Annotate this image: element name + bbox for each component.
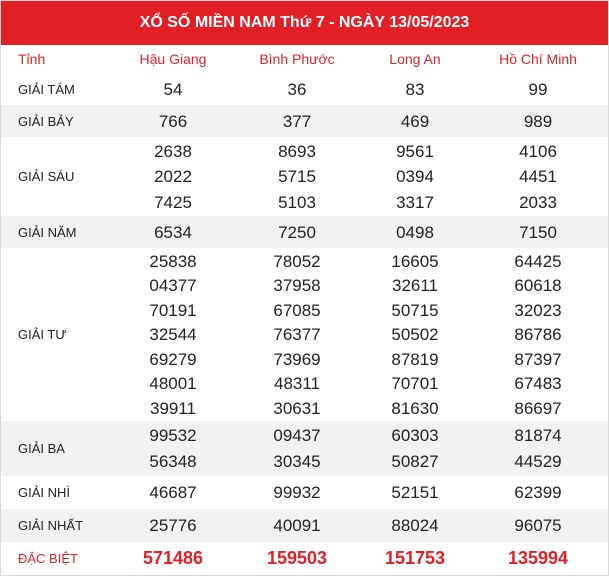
- prize-row-giai-sau: [1, 137, 608, 216]
- province-hau-giang[interactable]: Hậu Giang: [139, 51, 207, 67]
- prize-label: ĐẶC BIỆT: [18, 551, 78, 566]
- prize-number: 56348: [149, 452, 197, 471]
- prize-cell-ho-chi-minh: [480, 476, 596, 509]
- prize-number: 67483: [514, 374, 562, 393]
- prize-number: 2033: [519, 192, 557, 212]
- prize-number: 3317: [396, 192, 434, 212]
- prize-number: 87397: [514, 349, 562, 369]
- prize-number: 39911: [149, 398, 196, 418]
- prize-cell-ho-chi-minh: [480, 105, 596, 137]
- prize-number: 8693: [278, 141, 316, 161]
- prize-number: 60618: [514, 276, 562, 295]
- prize-cell-hau-giang: [115, 216, 231, 248]
- prize-number: 7425: [154, 192, 192, 212]
- prize-label: GIẢI NHẤT: [18, 518, 84, 533]
- prize-cell-ho-chi-minh: [480, 542, 596, 575]
- prize-number: 0498: [396, 222, 434, 242]
- prize-cell-binh-phuoc: [239, 73, 355, 105]
- prize-number: 96075: [514, 516, 562, 535]
- prize-row-giai-nam: [1, 216, 608, 248]
- prize-number: 135994: [507, 548, 569, 568]
- prize-number: 99932: [273, 483, 321, 502]
- province-ho-chi-minh[interactable]: Hồ Chí Minh: [499, 51, 577, 67]
- prize-number: 44529: [514, 452, 562, 471]
- prize-cell-binh-phuoc: [239, 476, 355, 509]
- prize-label: GIẢI BẢY: [18, 113, 74, 129]
- prize-label: GIẢI NHÌ: [18, 485, 71, 500]
- prize-number: 81874: [514, 426, 562, 445]
- prize-row-giai-nhat: [1, 509, 608, 542]
- prize-number: 7150: [519, 222, 557, 242]
- prize-label: GIẢI TÁM: [18, 81, 75, 97]
- prize-number: 37958: [273, 276, 321, 295]
- prize-number: 04377: [149, 276, 197, 295]
- province-column-label: Tỉnh: [18, 51, 46, 67]
- prize-number: 46687: [149, 483, 197, 502]
- prize-number: 6534: [154, 222, 192, 242]
- prize-cell-hau-giang: [115, 73, 231, 105]
- prize-cell-hau-giang: [115, 421, 231, 476]
- prize-number: 0394: [396, 167, 434, 186]
- prize-row-giai-ba: [1, 421, 608, 476]
- prize-cell-binh-phuoc: [239, 542, 355, 575]
- prize-number: 25838: [149, 251, 197, 271]
- prize-number: 571486: [142, 548, 204, 568]
- prize-number: 52151: [391, 483, 439, 502]
- prize-cell-ho-chi-minh: [480, 421, 596, 476]
- prize-number: 30631: [273, 398, 321, 418]
- prize-number: 83: [405, 79, 425, 99]
- prize-row-giai-nhi: [1, 476, 608, 509]
- prize-number: 36: [287, 79, 307, 99]
- prize-cell-hau-giang: [115, 509, 231, 542]
- prize-cell-ho-chi-minh: [480, 248, 596, 421]
- prize-number: 2022: [154, 167, 192, 186]
- prize-number: 50827: [391, 452, 439, 471]
- prize-number: 76377: [273, 325, 321, 344]
- prize-number: 159503: [266, 548, 328, 568]
- prize-number: 86786: [514, 325, 562, 344]
- prize-number: 62399: [514, 483, 562, 502]
- prize-number: 25776: [149, 516, 197, 535]
- prize-cell-ho-chi-minh: [480, 216, 596, 248]
- prize-cell-hau-giang: [115, 105, 231, 137]
- prize-number: 54: [163, 79, 183, 99]
- prize-number: 151753: [384, 548, 446, 568]
- prize-number: 70701: [391, 374, 439, 393]
- prize-cell-hau-giang: [115, 542, 231, 575]
- prize-cell-long-an: [357, 216, 473, 248]
- prize-cell-binh-phuoc: [239, 509, 355, 542]
- prize-number: 40091: [273, 516, 321, 535]
- prize-row-giai-tu: [1, 248, 608, 421]
- prize-number: 67085: [273, 300, 321, 320]
- prize-cell-binh-phuoc: [239, 216, 355, 248]
- prize-cell-binh-phuoc: [239, 137, 355, 216]
- prize-cell-hau-giang: [115, 476, 231, 509]
- prize-number: 16605: [391, 251, 439, 271]
- prize-number: 60303: [391, 426, 439, 445]
- prize-number: 5103: [278, 192, 316, 212]
- prize-number: 69279: [149, 349, 197, 369]
- prize-cell-long-an: [357, 509, 473, 542]
- prize-label: GIẢI TƯ: [18, 327, 67, 342]
- province-binh-phuoc[interactable]: Bình Phước: [259, 51, 335, 67]
- prize-number: 4451: [519, 167, 557, 186]
- prize-number: 48001: [149, 374, 197, 393]
- prize-cell-ho-chi-minh: [480, 137, 596, 216]
- prize-number: 73969: [273, 349, 321, 369]
- prize-cell-long-an: [357, 476, 473, 509]
- prize-label: GIẢI BA: [18, 441, 65, 456]
- prize-number: 50715: [391, 300, 439, 320]
- prize-cell-ho-chi-minh: [480, 509, 596, 542]
- prize-number: 5715: [278, 167, 316, 186]
- prize-label: GIẢI NĂM: [18, 224, 77, 240]
- prize-cell-long-an: [357, 73, 473, 105]
- prize-row-giai-bay: [1, 105, 608, 137]
- page-title-text: XỔ SỐ MIỀN NAM Thứ 7 - NGÀY 13/05/2023: [139, 14, 470, 31]
- prize-cell-long-an: [357, 542, 473, 575]
- prize-cell-binh-phuoc: [239, 248, 355, 421]
- prize-number: 32611: [391, 276, 438, 295]
- prize-cell-long-an: [357, 421, 473, 476]
- prize-number: 87819: [391, 349, 439, 369]
- prize-number: 377: [282, 111, 312, 131]
- prize-cell-ho-chi-minh: [480, 73, 596, 105]
- prize-number: 48311: [273, 374, 320, 393]
- prize-number: 78052: [273, 251, 321, 271]
- prize-cell-binh-phuoc: [239, 105, 355, 137]
- prize-row-giai-tam: [1, 73, 608, 105]
- prize-label: GIẢI SÁU: [18, 169, 75, 184]
- prize-number: 86697: [514, 398, 562, 418]
- prize-number: 99532: [149, 426, 197, 445]
- prize-number: 64425: [514, 251, 562, 271]
- prize-cell-hau-giang: [115, 248, 231, 421]
- prize-number: 4106: [519, 141, 557, 161]
- prize-cell-long-an: [357, 137, 473, 216]
- prize-number: 70191: [149, 300, 197, 320]
- prize-number: 9561: [396, 141, 434, 161]
- prize-cell-long-an: [357, 248, 473, 421]
- prize-number: 88024: [391, 516, 439, 535]
- prize-number: 7250: [278, 222, 316, 242]
- prize-number: 766: [158, 111, 188, 131]
- prize-number: 99: [528, 79, 548, 99]
- province-header-row: [1, 45, 608, 73]
- prize-number: 50502: [391, 325, 439, 344]
- prize-row-dac-biet: [1, 542, 608, 575]
- prize-number: 09437: [273, 426, 321, 445]
- page-title: [1, 1, 608, 45]
- prize-number: 81630: [391, 398, 439, 418]
- prize-number: 2638: [154, 141, 192, 161]
- prize-cell-binh-phuoc: [239, 421, 355, 476]
- prize-number: 469: [400, 111, 430, 131]
- prize-number: 32023: [514, 300, 562, 320]
- prize-cell-hau-giang: [115, 137, 231, 216]
- prize-number: 32544: [149, 325, 197, 344]
- province-long-an[interactable]: Long An: [389, 51, 441, 67]
- prize-cell-long-an: [357, 105, 473, 137]
- prize-number: 989: [523, 111, 553, 131]
- prize-number: 30345: [273, 452, 321, 471]
